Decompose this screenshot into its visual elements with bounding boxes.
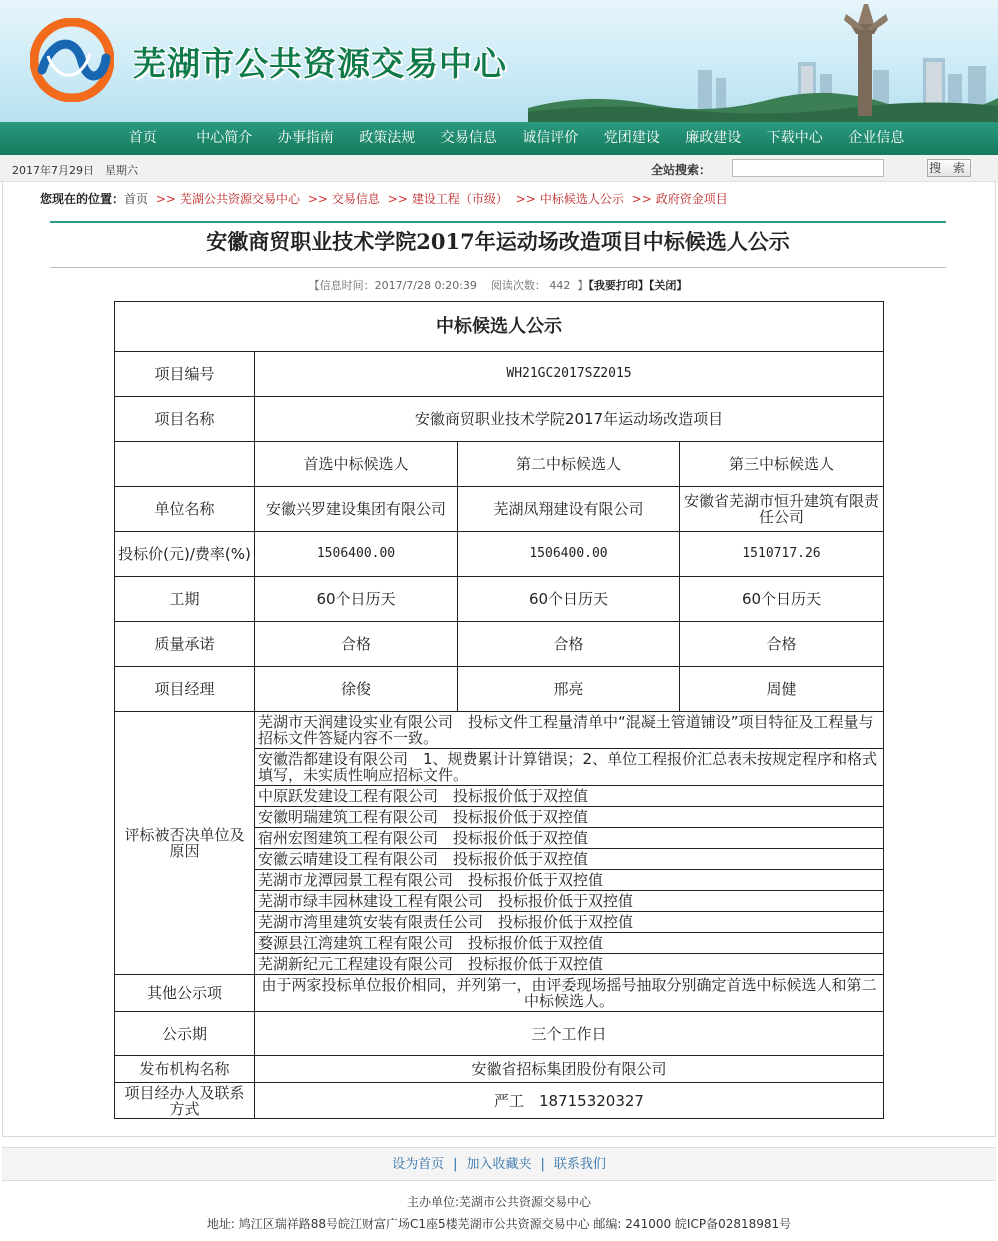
nav-item-home[interactable]: 首页 <box>128 130 157 146</box>
quality-cell: 合格 <box>255 622 458 667</box>
site-banner <box>0 0 998 122</box>
bid-price-cell: 1506400.00 <box>458 532 680 577</box>
breadcrumb-separator-icon: >> <box>307 192 328 206</box>
rank-header: 第二中标候选人 <box>458 442 680 487</box>
manager-cell: 周健 <box>680 667 884 712</box>
current-date: 2017年7月29日 星期六 <box>12 164 138 177</box>
breadcrumb-item[interactable]: 交易信息 <box>331 192 380 206</box>
reads-label: 阅读次数： <box>490 279 546 292</box>
row-label: 投标价(元)/费率(%) <box>115 532 255 577</box>
duration-cell: 60个日历天 <box>680 577 884 622</box>
company-name-cell: 安徽省芜湖市恒升建筑有限责任公司 <box>680 487 884 532</box>
rejected-item: 安徽明瑞建筑工程有限公司 投标报价低于双控值 <box>255 807 884 828</box>
duration-cell: 60个日历天 <box>458 577 680 622</box>
publish-time: 2017/7/28 0:20:39 <box>374 279 477 292</box>
table-heading: 中标候选人公示 <box>115 302 884 352</box>
nav-item-party[interactable]: 党团建设 <box>603 130 660 146</box>
site-logo-icon <box>30 18 114 102</box>
publisher-label: 发布机构名称 <box>115 1056 255 1083</box>
footer-separator: | <box>540 1157 545 1172</box>
article-meta <box>50 277 946 293</box>
rank-header: 第三中标候选人 <box>680 442 884 487</box>
rejected-item: 芜湖市湾里建筑安装有限责任公司 投标报价低于双控值 <box>255 912 884 933</box>
bid-price-cell: 1510717.26 <box>680 532 884 577</box>
city-skyline-illustration <box>528 0 998 122</box>
footer-host: 主办单位:芜湖市公共资源交易中心 <box>406 1195 592 1209</box>
publisher-value: 安徽省招标集团股份有限公司 <box>255 1056 884 1083</box>
nav-item-enterprise[interactable]: 企业信息 <box>848 130 905 146</box>
breadcrumb-item[interactable]: 建设工程（市级） <box>411 192 508 206</box>
company-name-cell: 芜湖凤翔建设有限公司 <box>458 487 680 532</box>
project-name-value: 安徽商贸职业技术学院2017年运动场改造项目 <box>255 397 884 442</box>
meta-close: 】 <box>577 279 589 292</box>
candidate-notice-table <box>114 301 884 1119</box>
rejected-item: 中原跃发建设工程有限公司 投标报价低于双控值 <box>255 786 884 807</box>
nav-item-policy[interactable]: 政策法规 <box>359 130 416 146</box>
nav-item-trading[interactable]: 交易信息 <box>440 130 497 146</box>
manager-cell: 徐俊 <box>255 667 458 712</box>
rejected-item: 芜湖市绿丰园林建设工程有限公司 投标报价低于双控值 <box>255 891 884 912</box>
other-label: 其他公示项 <box>115 975 255 1012</box>
contact-us-link[interactable]: 联系我们 <box>553 1157 606 1172</box>
nav-item-credit[interactable]: 诚信评价 <box>522 130 579 146</box>
rejected-item: 安徽云晴建设工程有限公司 投标报价低于双控值 <box>255 849 884 870</box>
title-divider-bottom <box>50 267 946 268</box>
rejected-item: 婺源县江湾建筑工程有限公司 投标报价低于双控值 <box>255 933 884 954</box>
other-value: 由于两家投标单位报价相同，并列第一，由评委现场摇号抽取分别确定首选中标候选人和第二中标候选人。 <box>255 975 884 1012</box>
breadcrumb <box>40 190 728 207</box>
nav-item-about[interactable]: 中心简介 <box>196 130 253 146</box>
nav-item-download[interactable]: 下载中心 <box>766 130 823 146</box>
article-title: 安徽商贸职业技术学院2017年运动场改造项目中标候选人公示 <box>206 229 790 254</box>
quality-cell: 合格 <box>680 622 884 667</box>
search-button[interactable]: 搜 索 <box>927 159 971 177</box>
contact-label: 项目经办人及联系方式 <box>115 1083 255 1119</box>
close-link[interactable]: 【关闭】 <box>648 279 688 292</box>
nav-item-guide[interactable]: 办事指南 <box>277 130 334 146</box>
row-label: 项目经理 <box>115 667 255 712</box>
rejected-item: 芜湖新纪元工程建设有限公司 投标报价低于双控值 <box>255 954 884 975</box>
breadcrumb-separator-icon: >> <box>155 192 176 206</box>
row-label: 质量承诺 <box>115 622 255 667</box>
set-homepage-link[interactable]: 设为首页 <box>392 1157 445 1172</box>
company-name-cell: 安徽兴罗建设集团有限公司 <box>255 487 458 532</box>
rank-header: 首选中标候选人 <box>255 442 458 487</box>
breadcrumb-item[interactable]: 中标候选人公示 <box>539 192 624 206</box>
title-divider-top <box>50 221 946 223</box>
rejected-item: 芜湖市天润建设实业有限公司 投标文件工程量清单中“混凝土管道铺设”项目特征及工程量与招标文件答疑内容不一致。 <box>255 712 884 749</box>
footer-address: 地址: 鸠江区瑞祥路88号皖江财富广场C1座5楼芜湖市公共资源交易中心 邮编: 241000 皖ICP备02818981号 <box>206 1217 792 1231</box>
breadcrumb-separator-icon: >> <box>631 192 652 206</box>
rejected-item: 芜湖市龙潭园景工程有限公司 投标报价低于双控值 <box>255 870 884 891</box>
footer-links-bar <box>2 1147 996 1181</box>
duration-cell: 60个日历天 <box>255 577 458 622</box>
read-count: 442 <box>549 279 571 292</box>
rejected-item: 安徽浩都建设有限公司 1、规费累计计算错误；2、单位工程报价汇总表未按规定程序和格式填写，未实质性响应招标文件。 <box>255 749 884 786</box>
manager-cell: 邢亮 <box>458 667 680 712</box>
nav-item-integrity[interactable]: 廉政建设 <box>685 130 742 146</box>
period-value: 三个工作日 <box>255 1012 884 1056</box>
main-nav <box>0 122 998 155</box>
project-no-value: WH21GC2017SZ2015 <box>255 352 884 397</box>
rejected-label: 评标被否决单位及原因 <box>115 712 255 975</box>
print-link[interactable]: 【我要打印】 <box>588 279 649 292</box>
search-label: 全站搜索： <box>651 163 712 177</box>
row-label: 工期 <box>115 577 255 622</box>
breadcrumb-home[interactable]: 首页 <box>124 192 149 206</box>
quality-cell: 合格 <box>458 622 680 667</box>
bid-price-cell: 1506400.00 <box>255 532 458 577</box>
breadcrumb-separator-icon: >> <box>515 192 536 206</box>
add-favorite-link[interactable]: 加入收藏夹 <box>466 1157 532 1172</box>
site-title: 芜湖市公共资源交易中心 <box>133 44 507 83</box>
project-no-label: 项目编号 <box>115 352 255 397</box>
project-name-label: 项目名称 <box>115 397 255 442</box>
breadcrumb-item[interactable]: 芜湖公共资源交易中心 <box>179 192 300 206</box>
period-label: 公示期 <box>115 1012 255 1056</box>
breadcrumb-separator-icon: >> <box>387 192 408 206</box>
footer-separator: | <box>453 1157 458 1172</box>
breadcrumb-item[interactable]: 政府资金项目 <box>655 192 728 206</box>
date-search-bar <box>0 155 998 182</box>
meta-prefix: 【信息时间： <box>308 279 375 292</box>
site-search-input[interactable] <box>732 159 884 177</box>
breadcrumb-label: 您现在的位置： <box>40 192 125 206</box>
rank-header-blank <box>115 442 255 487</box>
row-label: 单位名称 <box>115 487 255 532</box>
rejected-item: 宿州宏图建筑工程有限公司 投标报价低于双控值 <box>255 828 884 849</box>
contact-value: 严工 18715320327 <box>255 1083 884 1119</box>
